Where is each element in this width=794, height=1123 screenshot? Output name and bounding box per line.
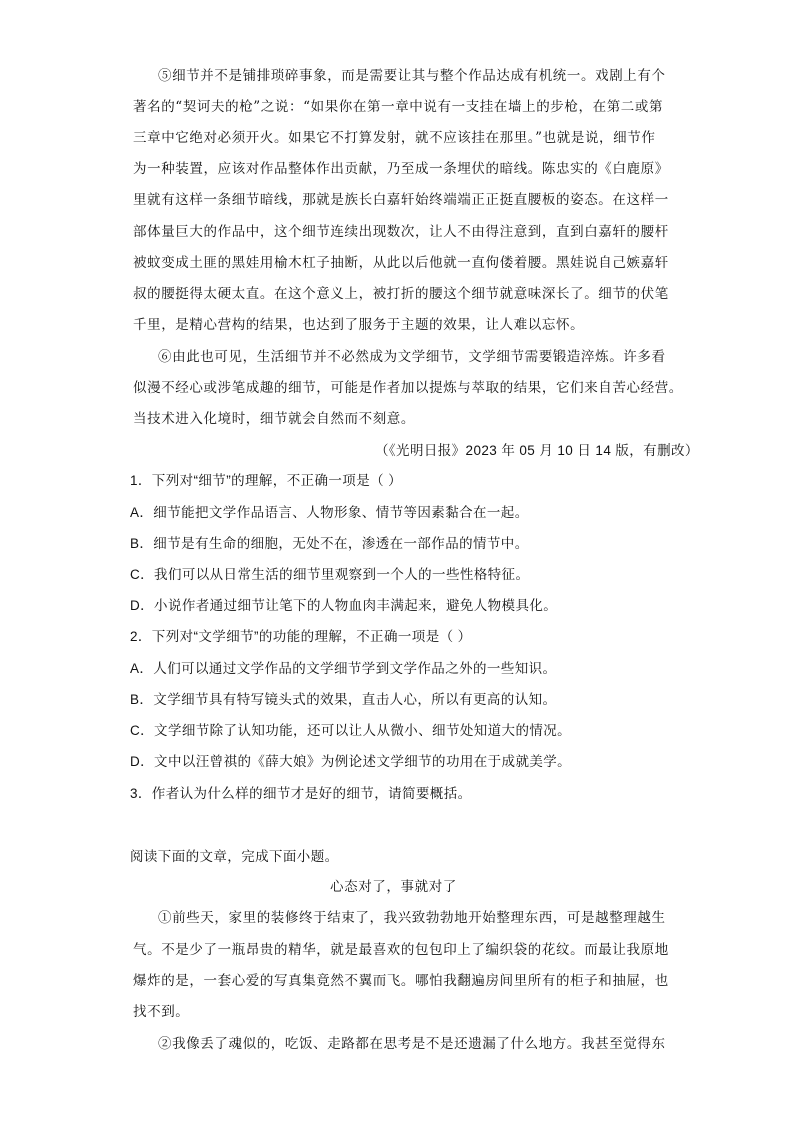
article-paragraph-1-line: 气。不是少了一瓶昂贵的精华，就是最喜欢的包包印上了编织袋的花纹。而最让我原地 [133,942,669,958]
question-3: 3．作者认为什么样的细节才是好的细节，请简要概括。 [130,786,472,801]
paragraph-5-line: 千里，是精心营构的结果，也达到了服务于主题的效果，让人难以忘怀。 [133,317,585,333]
source-citation: （《光明日报》2023 年 05 月 10 日 14 版，有删改） [375,443,699,458]
article-title: 心态对了，事就对了 [330,879,457,895]
question-1-option-a: A．细节能把文学作品语言、人物形象、情节等因素黏合在一起。 [130,505,529,520]
article-paragraph-1-line: 找不到。 [133,1004,190,1020]
reading-instruction: 阅读下面的文章，完成下面小题。 [130,849,339,864]
paragraph-5-line: ⑤细节并不是铺排琐碎事象，而是需要让其与整个作品达成有机统一。戏剧上有个 [158,68,666,84]
question-2-option-a: A．人们可以通过文学作品的文学细节学到文学作品之外的一些知识。 [130,661,557,676]
question-1-option-d: D．小说作者通过细节让笔下的人物血肉丰满起来，避免人物模具化。 [130,598,558,613]
question-1-option-c: C．我们可以从日常生活的细节里观察到一个人的一些性格特征。 [130,567,530,582]
question-2-option-c: C．文学细节除了认知功能，还可以让人从微小、细节处知道大的情况。 [130,723,572,738]
paragraph-5-line: 三章中它绝对必须开火。如果它不打算发射，就不应该挂在那里。”也就是说，细节作 [133,130,656,146]
paragraph-5-line: 部体量巨大的作品中，这个细节连续出现数次，让人不由得注意到，直到白嘉轩的腰杆 [133,224,669,240]
paragraph-5-line: 里就有这样一条细节暗线，那就是族长白嘉轩始终端端正正挺直腰板的姿态。在这样一 [133,192,669,208]
question-1: 1．下列对“细节”的理解，不正确一项是（ ） [130,473,403,488]
paragraph-5-line: 著名的“契诃夫的枪”之说：“如果你在第一章中说有一支挂在墙上的步枪，在第二或第 [133,99,664,115]
question-1-option-b: B．细节是有生命的细胞，无处不在，渗透在一部作品的情节中。 [130,536,529,551]
question-2-option-b: B．文学细节具有特写镜头式的效果，直击人心，所以有更高的认知。 [130,692,557,707]
paragraph-5-line: 被蚊变成土匪的黑娃用榆木杠子抽断，从此以后他就一直佝偻着腰。黑娃说自己嫉嘉轩 [133,255,669,271]
paragraph-5-line: 叔的腰挺得太硬太直。在这个意义上，被打折的腰这个细节就意味深长了。细节的伏笔 [133,286,669,302]
paragraph-6-line: ⑥由此也可见，生活细节并不必然成为文学细节，文学细节需要锻造淬炼。许多看 [158,349,666,365]
question-2-option-d: D．文中以汪曾祺的《薛大娘》为例论述文学细节的功用在于成就美学。 [130,754,572,769]
article-paragraph-2-line: ②我像丢了魂似的，吃饭、走路都在思考是不是还遗漏了什么地方。我甚至觉得东 [158,1036,666,1052]
article-paragraph-1-line: ①前些天，家里的装修终于结束了，我兴致勃勃地开始整理东西，可是越整理越生 [158,910,666,926]
article-paragraph-1-line: 爆炸的是，一套心爱的写真集竟然不翼而飞。哪怕我翻遍房间里所有的柜子和抽屉，也 [133,973,669,989]
paragraph-6-line: 似漫不经心或涉笔成趣的细节，可能是作者加以提炼与萃取的结果，它们来自苦心经营。 [133,380,683,396]
question-2: 2．下列对“文学细节”的功能的理解，不正确一项是（ ） [130,629,472,644]
paragraph-6-line: 当技术进入化境时，细节就会自然而不刻意。 [133,411,415,427]
paragraph-5-line: 为一种装置，应该对作品整体作出贡献，乃至成一条埋伏的暗线。陈忠实的《白鹿原》 [133,161,669,177]
